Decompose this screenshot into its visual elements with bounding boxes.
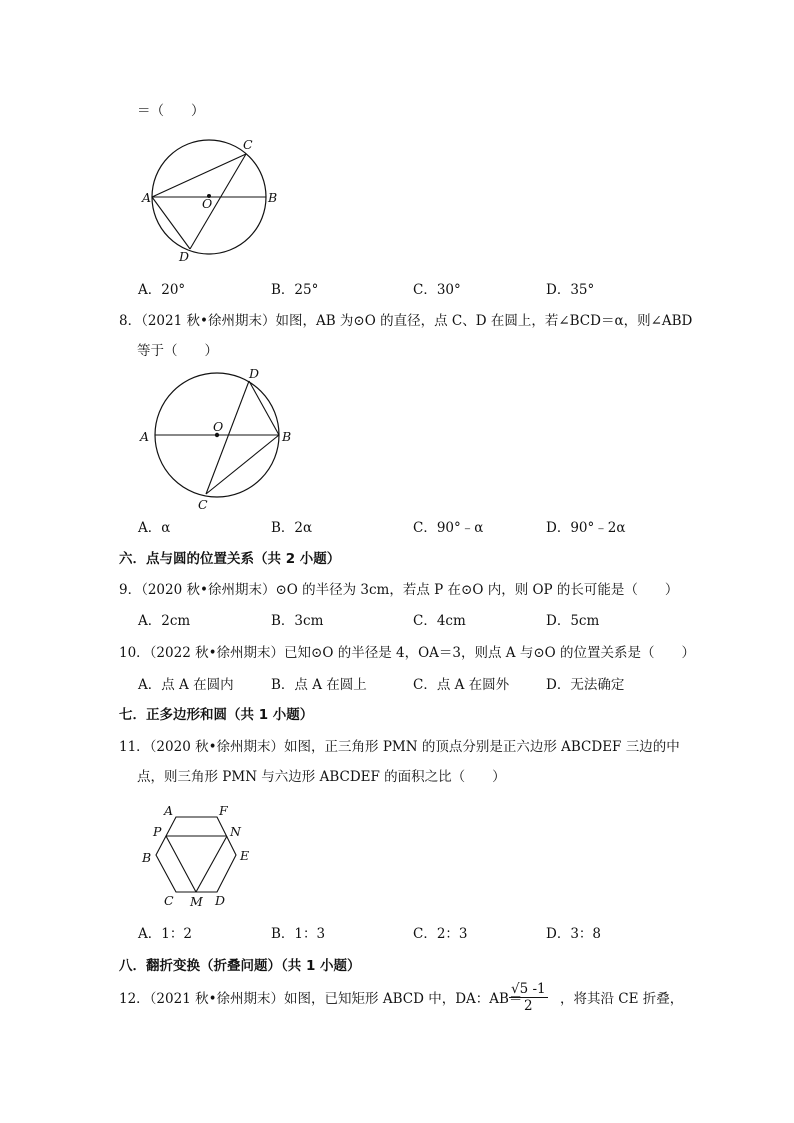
q12-fraction <box>509 981 548 1014</box>
q11-label-n: N <box>230 824 241 839</box>
q8-option-a: A．α <box>138 520 171 536</box>
section-6-heading: 六．点与圆的位置关系（共 2 小题） <box>119 551 341 567</box>
q12-fraction-denominator: 2 <box>524 998 533 1014</box>
q8-option-c: C．90°﹣α <box>413 520 484 536</box>
q8-label-a: A <box>140 429 150 444</box>
q8-label-o: O <box>213 419 224 434</box>
q8-label-c: C <box>198 497 208 512</box>
q7-label-d: D <box>179 249 190 264</box>
q7-option-b: B．25° <box>271 282 319 298</box>
q11-label-e: E <box>240 848 250 863</box>
q11-option-c: C．2：3 <box>413 926 468 942</box>
q8-line2: 等于（ ） <box>137 343 218 359</box>
q12-text-post: ，将其沿 CE 折叠， <box>560 991 684 1007</box>
q11-label-m: M <box>190 894 203 909</box>
q12-fraction-numerator: √5 -1 <box>511 981 546 997</box>
q11-label-a: A <box>164 803 174 818</box>
q8-option-b: B．2α <box>271 520 313 536</box>
q8-label-b: B <box>282 429 292 444</box>
section-8-heading: 八．翻折变换（折叠问题）（共 1 小题） <box>119 958 361 974</box>
q7-option-a: A．20° <box>138 282 186 298</box>
q7-label-c: C <box>243 137 253 152</box>
section-7-heading: 七．正多边形和圆（共 1 小题） <box>119 707 314 723</box>
q11-option-a: A．1：2 <box>138 926 192 942</box>
q12-text-pre: 12．（2021 秋•徐州期末）如图，已知矩形 ABCD 中，DA：AB＝ <box>119 991 523 1007</box>
q11-line1: 11．（2020 秋•徐州期末）如图，正三角形 PMN 的顶点分别是正六边形 ABCDEF 三边的中 <box>119 739 680 755</box>
q10-option-a: A．点 A 在圆内 <box>138 677 234 693</box>
q11-label-c: C <box>164 893 174 908</box>
q9-option-c: C．4cm <box>413 613 466 629</box>
q7-option-d: D．35° <box>546 282 595 298</box>
q8-option-d: D．90°﹣2α <box>546 520 626 536</box>
q9-option-b: B．3cm <box>271 613 324 629</box>
q10-option-c: C．点 A 在圆外 <box>413 677 510 693</box>
q7-label-o: O <box>202 196 213 211</box>
q8-line1: 8．（2021 秋•徐州期末）如图，AB 为⊙O 的直径，点 C、D 在圆上，若∠BCD＝α，则∠ABD <box>119 313 693 329</box>
q9-option-a: A．2cm <box>138 613 191 629</box>
q7-label-b: B <box>268 190 278 205</box>
q11-line2: 点，则三角形 PMN 与六边形 ABCDEF 的面积之比（ ） <box>137 769 506 785</box>
q11-option-d: D．3：8 <box>546 926 602 942</box>
q7-label-a: A <box>142 190 152 205</box>
q11-label-f: F <box>219 803 228 818</box>
q10-text: 10．（2022 秋•徐州期末）已知⊙O 的半径是 4，OA＝3，则点 A 与⊙O 的位置关系是（ ） <box>119 645 695 661</box>
q11-label-d: D <box>215 893 226 908</box>
q9-text: 9．（2020 秋•徐州期末）⊙O 的半径为 3cm，若点 P 在⊙O 内，则 OP 的长可能是（ ） <box>119 582 679 598</box>
q8-label-d: D <box>249 366 260 381</box>
q11-option-b: B．1：3 <box>271 926 326 942</box>
q9-option-d: D．5cm <box>546 613 600 629</box>
q10-option-b: B．点 A 在圆上 <box>271 677 367 693</box>
q7-continuation: ＝（ ） <box>137 103 205 119</box>
q11-label-p: P <box>153 824 162 839</box>
q7-option-c: C．30° <box>413 282 461 298</box>
q10-option-d: D．无法确定 <box>546 677 625 693</box>
q11-label-b: B <box>142 850 152 865</box>
